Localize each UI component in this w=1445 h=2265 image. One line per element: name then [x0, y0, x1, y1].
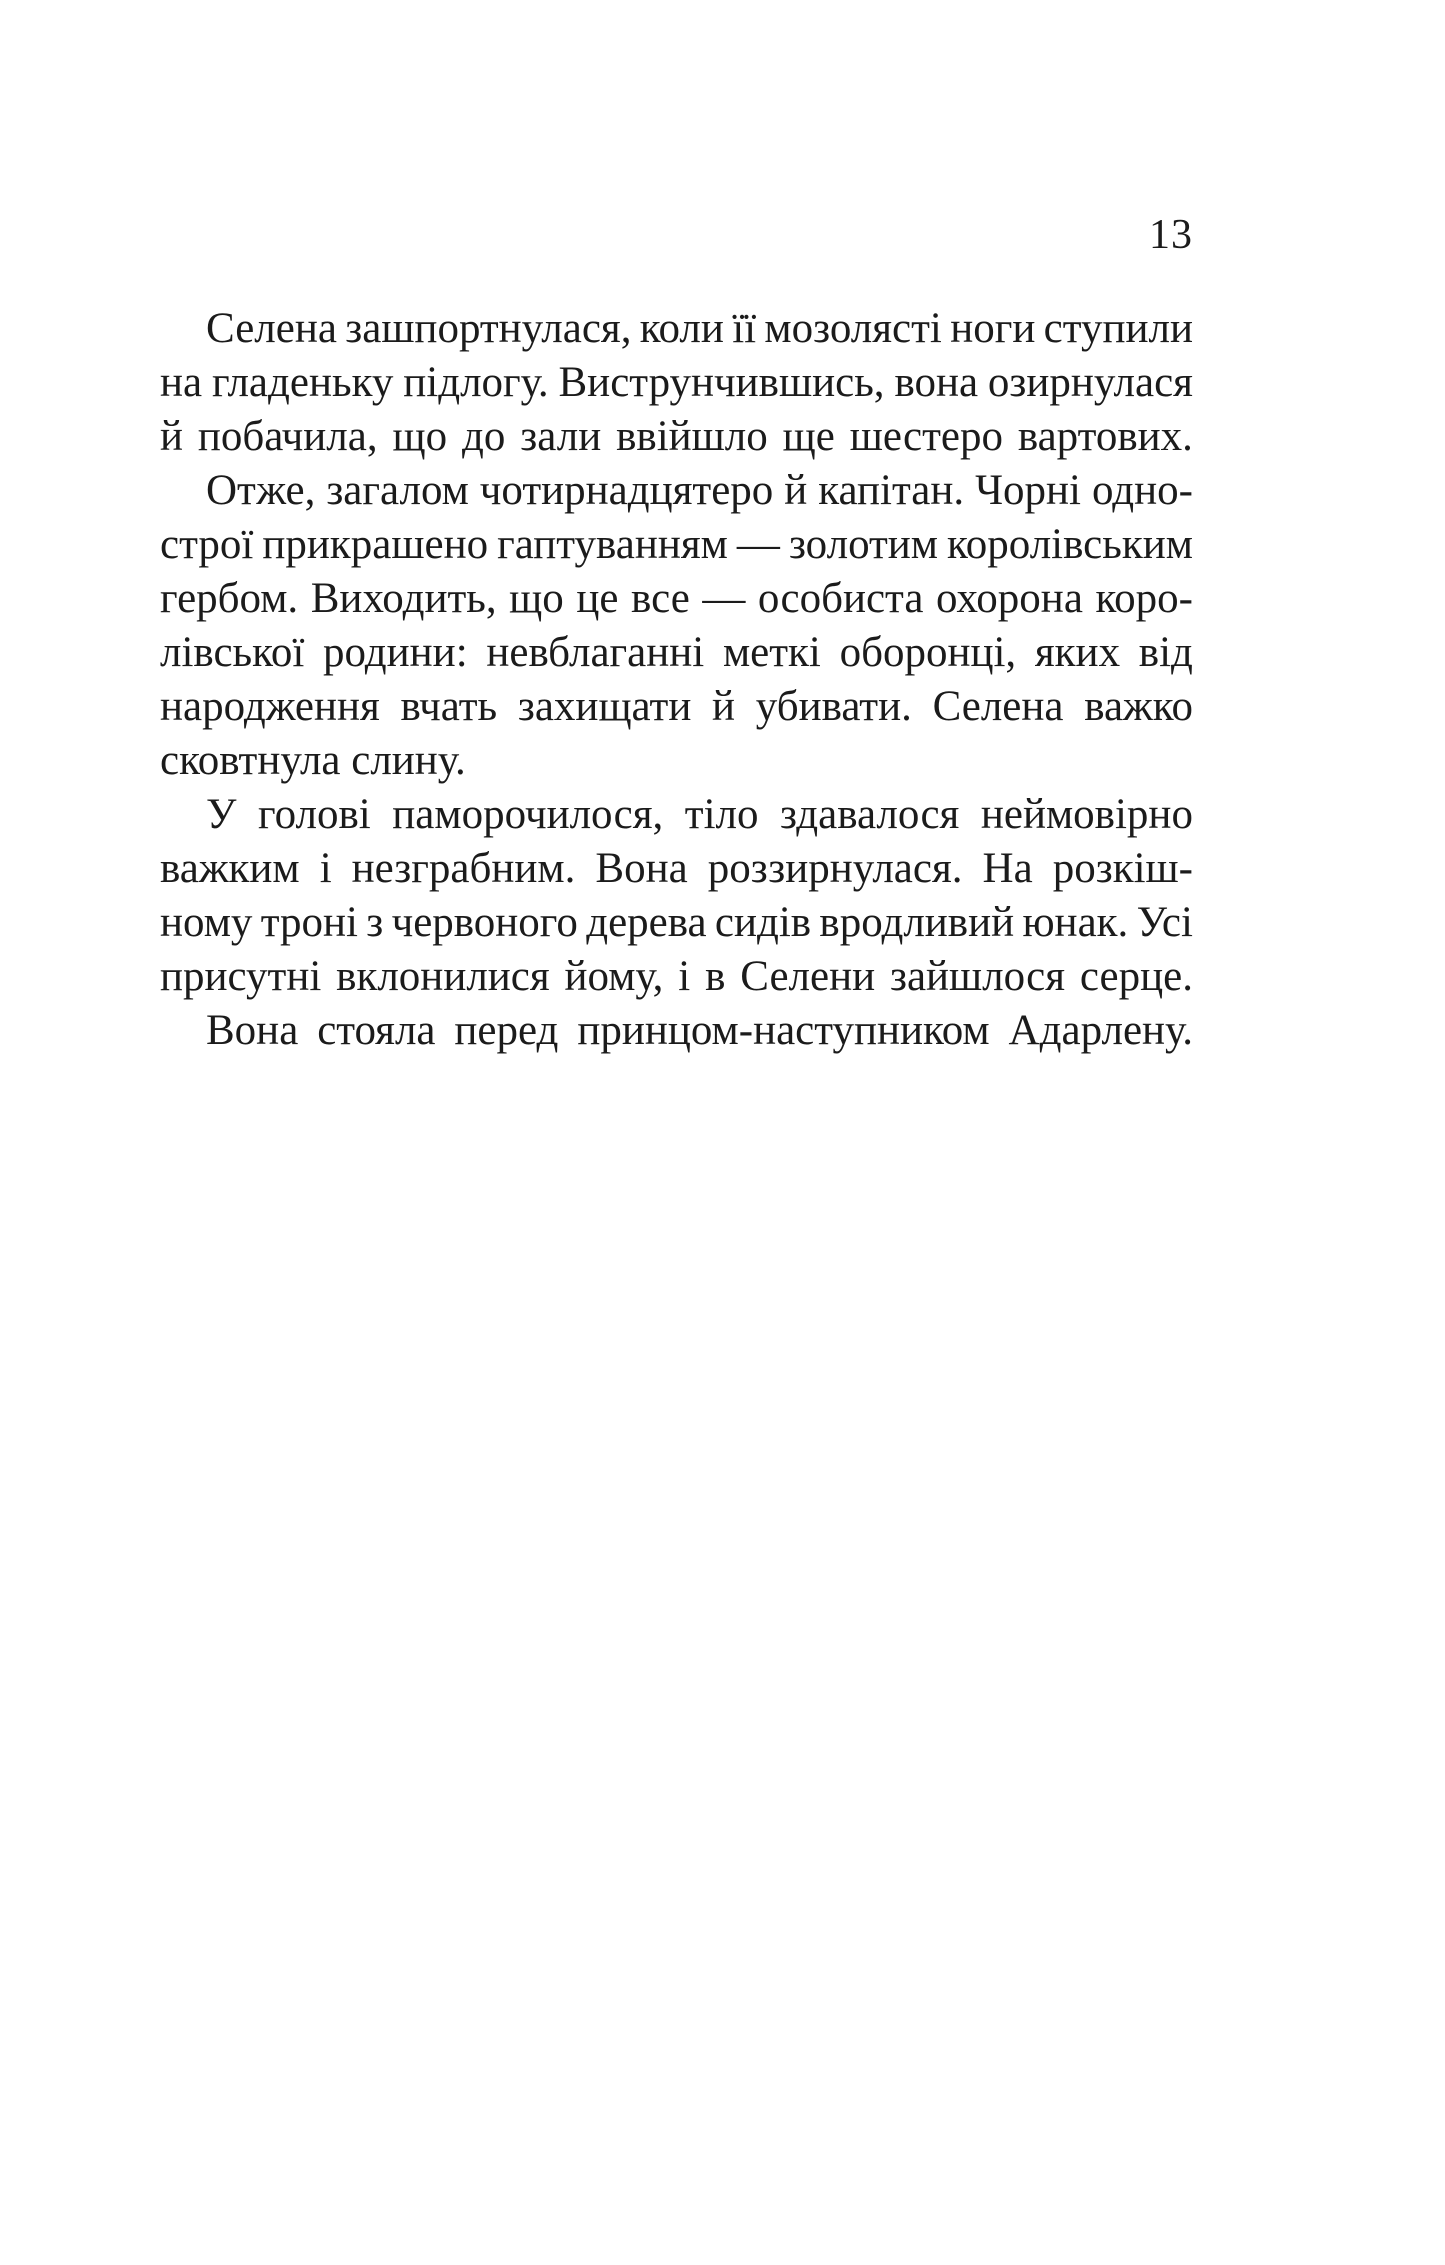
word: побачила,: [197, 413, 378, 460]
word: серце.: [1079, 953, 1193, 1000]
word: Вона: [206, 1007, 299, 1054]
word: її: [732, 305, 757, 352]
word: від: [1138, 629, 1193, 676]
word: золотим: [788, 521, 939, 568]
text-line: [160, 896, 1193, 950]
word: паморочилося,: [392, 791, 664, 838]
word: чотирнадцятеро: [479, 467, 774, 514]
word: все: [631, 575, 690, 622]
word: ще: [782, 413, 835, 460]
word: оборонці,: [839, 629, 1017, 676]
word: підлогу.: [403, 359, 549, 406]
word: строї: [160, 521, 254, 568]
text-line: [160, 356, 1193, 410]
word: важко: [1084, 683, 1193, 730]
word: що: [509, 575, 564, 622]
word: тіло: [684, 791, 759, 838]
word: особиста: [757, 575, 924, 622]
word: зайшлося: [889, 953, 1066, 1000]
word: з: [366, 899, 384, 946]
word: Вона: [595, 845, 688, 892]
word: ному: [160, 899, 253, 946]
text-line: [160, 626, 1193, 680]
word: і: [319, 845, 332, 892]
word: —: [702, 575, 746, 622]
word: до: [462, 413, 506, 460]
text-line: сковтнула слину.: [160, 737, 466, 784]
word: озирнулася: [987, 359, 1193, 406]
word: стояла: [317, 1007, 436, 1054]
word: сидів: [714, 899, 812, 946]
word: гербом.: [160, 575, 299, 622]
word: ноги: [950, 305, 1036, 352]
word: й: [712, 683, 736, 730]
word: убивати.: [755, 683, 912, 730]
word: Селени: [740, 953, 876, 1000]
word: загалом: [326, 467, 469, 514]
word: на: [160, 359, 203, 406]
word: присутні: [160, 953, 322, 1000]
word: важким: [160, 845, 300, 892]
word: перед: [454, 1007, 559, 1054]
word: Усі: [1136, 899, 1193, 946]
word: Отже,: [206, 467, 316, 514]
word: це: [576, 575, 619, 622]
text-line: [160, 302, 1193, 356]
word: Селена: [206, 305, 337, 352]
word: захищати: [517, 683, 692, 730]
word: вона: [894, 359, 979, 406]
word: вартових.: [1017, 413, 1193, 460]
word: вклонилися: [336, 953, 550, 1000]
word: народження: [160, 683, 380, 730]
word: голові: [258, 791, 371, 838]
word: капітан.: [818, 467, 965, 514]
word: невблаганні: [486, 629, 705, 676]
page-number: 13: [1149, 212, 1193, 258]
word: й: [160, 413, 184, 460]
word: Виходить,: [310, 575, 497, 622]
word: шестеро: [849, 413, 1003, 460]
word: що: [392, 413, 448, 460]
word: —: [736, 521, 780, 568]
word: роззирнулася.: [707, 845, 963, 892]
word: гладеньку: [211, 359, 394, 406]
word: коро-: [1095, 575, 1193, 622]
word: гаптуванням: [497, 521, 728, 568]
text-line: [160, 788, 1193, 842]
word: одно-: [1091, 467, 1193, 514]
word: Чорні: [975, 467, 1081, 514]
word: прикрашено: [262, 521, 489, 568]
text-line: [160, 464, 1193, 518]
word: вчать: [400, 683, 498, 730]
word: йому,: [564, 953, 664, 1000]
text-line: [160, 572, 1193, 626]
word: вродливий: [819, 899, 1015, 946]
text-line: [160, 680, 1193, 734]
word: неймовірно: [980, 791, 1193, 838]
word: в: [705, 953, 726, 1000]
body-text: [160, 302, 1193, 1058]
word: зашпортнулася,: [345, 305, 632, 352]
text-line: [160, 518, 1193, 572]
word: й: [784, 467, 808, 514]
word: ввійшло: [616, 413, 768, 460]
word: Виструнчившись,: [558, 359, 885, 406]
word: розкіш-: [1052, 845, 1193, 892]
word: У: [206, 791, 237, 838]
word: здавалося: [780, 791, 960, 838]
word: незграбним.: [351, 845, 576, 892]
text-line: [160, 842, 1193, 896]
word: і: [678, 953, 691, 1000]
word: родини:: [323, 629, 468, 676]
word: охорона: [936, 575, 1083, 622]
word: яких: [1034, 629, 1121, 676]
word: меткі: [722, 629, 821, 676]
word: коли: [639, 305, 724, 352]
word: дерева: [586, 899, 707, 946]
word: мозолясті: [764, 305, 942, 352]
word: зали: [520, 413, 602, 460]
word: На: [982, 845, 1033, 892]
word: юнак.: [1022, 899, 1129, 946]
text-line: [160, 410, 1193, 464]
word: принцом-наступником: [577, 1007, 990, 1054]
word: Селена: [932, 683, 1064, 730]
text-line: [160, 950, 1193, 1004]
word: ступили: [1043, 305, 1193, 352]
word: червоного: [391, 899, 578, 946]
word: троні: [260, 899, 358, 946]
text-line: [160, 1004, 1193, 1058]
word: Адарлену.: [1008, 1007, 1193, 1054]
word: королівським: [947, 521, 1193, 568]
word: лівської: [160, 629, 305, 676]
